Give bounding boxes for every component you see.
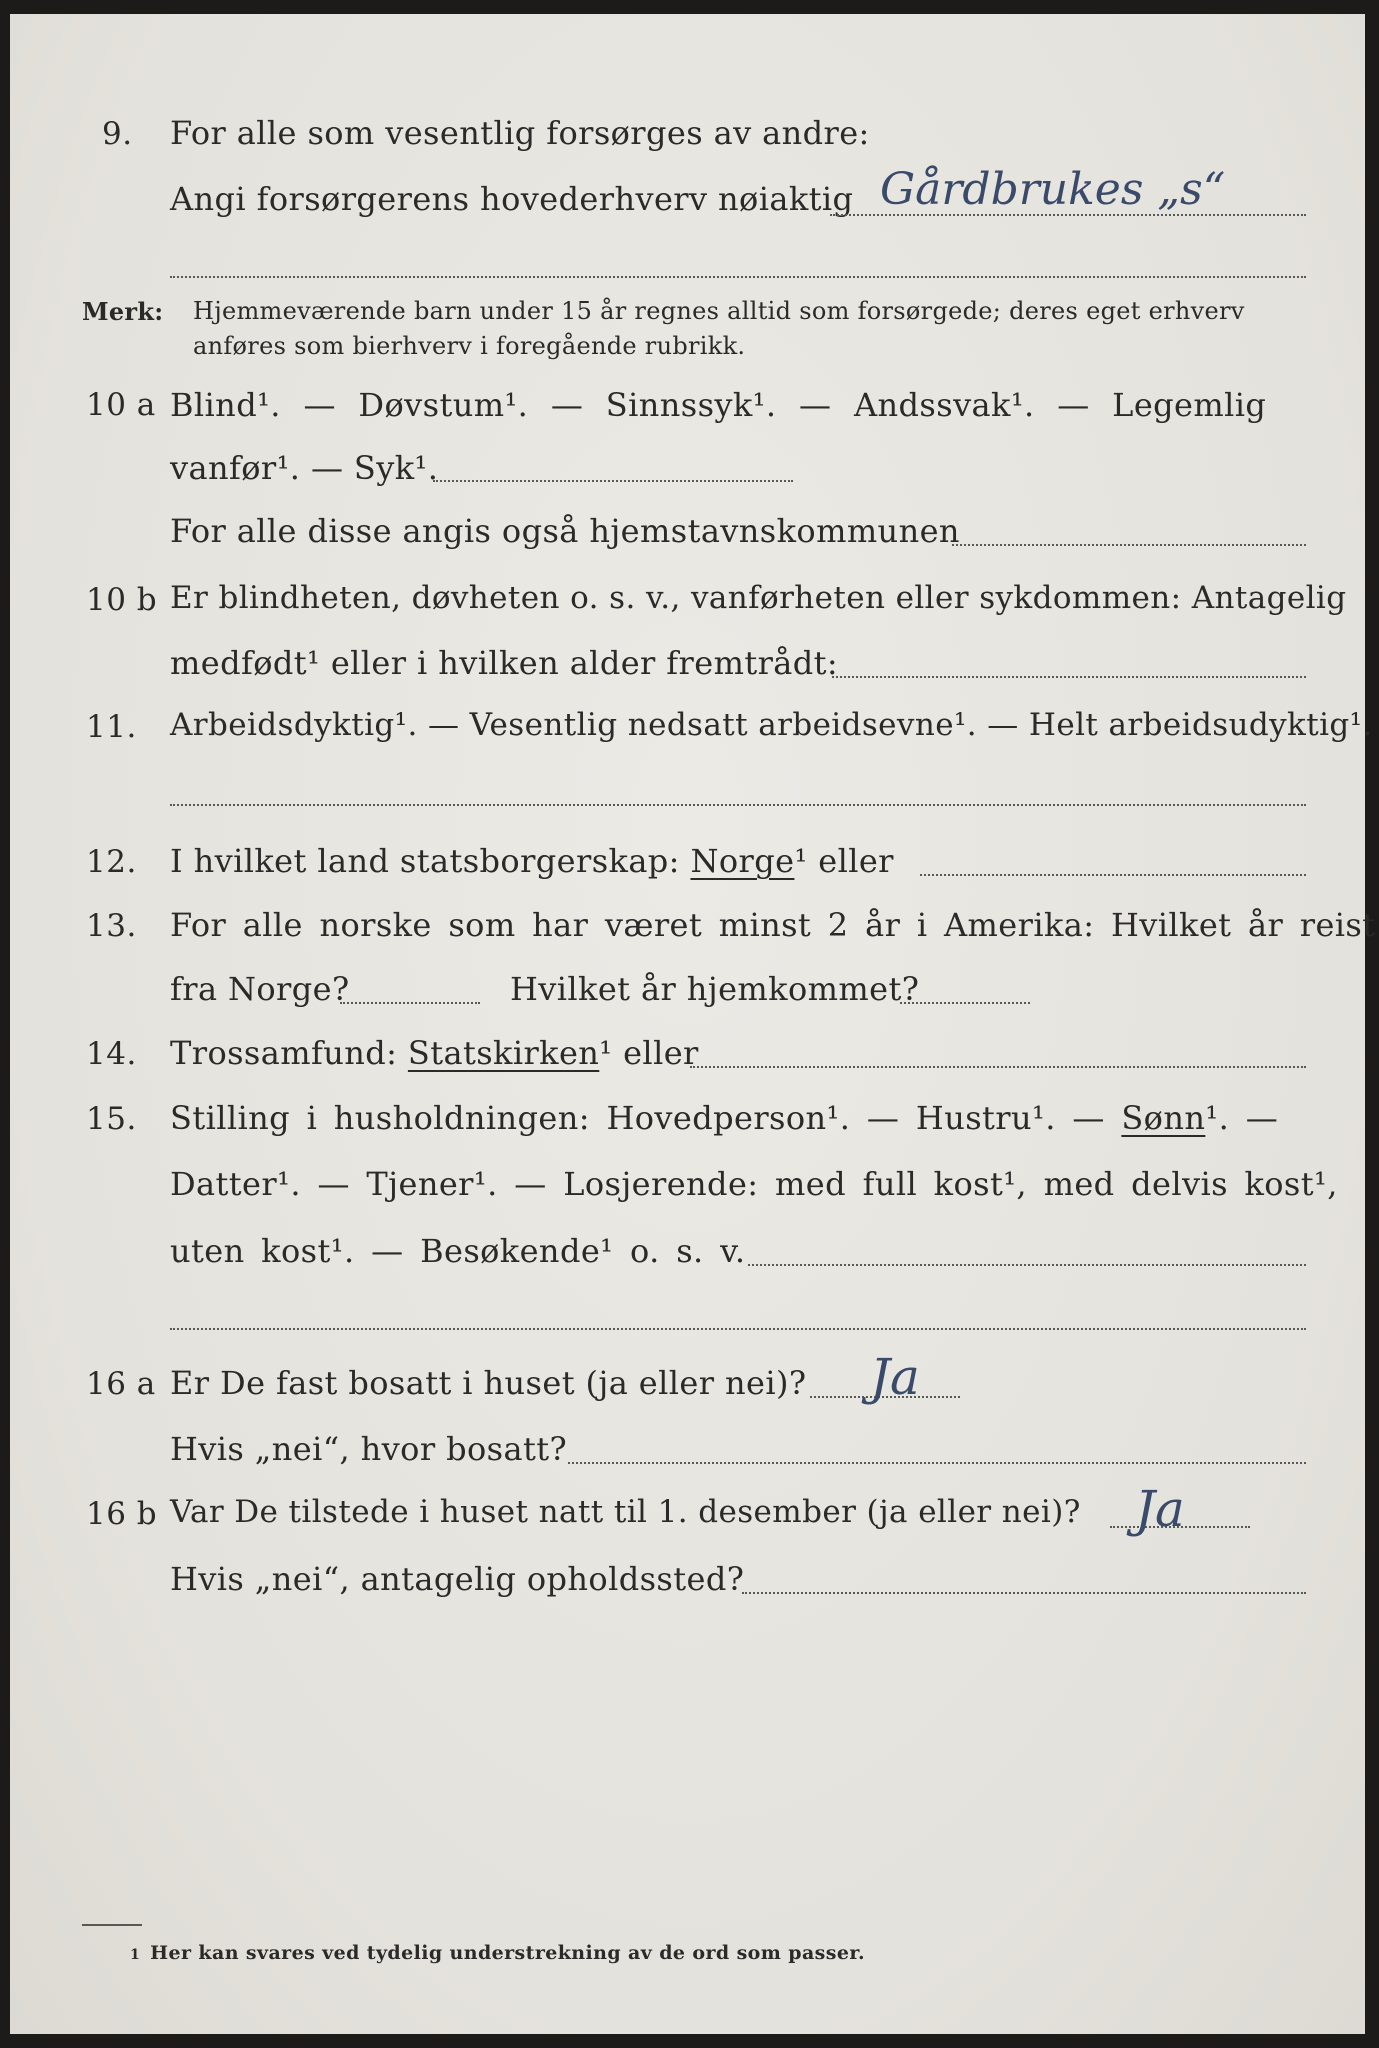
q14-prefix: Trossamfund: [170,1034,398,1072]
footnote-rule [82,1924,142,1926]
q12-underlined-norge: Norge [690,842,795,880]
q14-other-field[interactable] [690,1066,1306,1068]
q16b-line1: Var De tilstede i huset natt til 1. desember (ja eller nei)? [170,1494,1081,1530]
q16a-number: 16 a [86,1366,156,1402]
q13-line1: For alle norske som har været minst 2 år i Amerika: Hvilket år reist [170,906,1376,944]
q16b-number: 16 b [86,1496,158,1532]
q15-line1 [170,1099,1278,1137]
q11-number: 11. [86,709,137,745]
q14-suffix: ¹ eller [599,1034,699,1072]
q16a-bosatt-field[interactable] [568,1462,1306,1464]
q12-line [170,842,894,880]
q10a-line2: vanfør¹. — Syk¹. [170,449,439,487]
q15-number: 15. [86,1101,137,1137]
q12-prefix: I hvilket land statsborgerskap: [170,842,680,880]
q10a-number: 10 a [86,387,156,423]
q15-other-field[interactable] [748,1264,1306,1266]
merk-line1: Hjemmeværende barn under 15 år regnes alltid som forsørgede; deres eget erhverv [193,297,1245,325]
q10b-line1: Er blindheten, døvheten o. s. v., vanførheten eller sykdommen: Antagelig [170,580,1347,616]
q10a-line3: For alle disse angis også hjemstavnskommunen [170,512,960,550]
q16b-handwritten-answer: Ja [1135,1480,1185,1538]
q9-handwritten-answer: Gårdbrukes „s“ [880,164,1226,215]
q15-line2: Datter¹. — Tjener¹. — Losjerende: med full kost¹, med delvis kost¹, [170,1165,1338,1203]
q13-hjemkommet-field[interactable] [900,1002,1030,1004]
merk-line2: anføres som bierhverv i foregående rubrikk. [193,332,746,360]
q9-number: 9. [102,116,133,152]
merk-label: Merk: [82,297,164,326]
footnote-mark: 1 [130,1947,141,1963]
census-form-page [10,14,1376,2034]
q16a-line2: Hvis „nei“, hvor bosatt? [170,1430,568,1468]
q15-underlined-sonn: Sønn [1121,1099,1206,1137]
q10b-number: 10 b [86,582,158,618]
q10b-line2: medfødt¹ eller i hvilken alder fremtrådt: [170,644,839,682]
q10a-syk-field[interactable] [433,480,793,482]
q12-other-field[interactable] [920,874,1306,876]
q11-extra-field[interactable] [170,804,1306,806]
q10a-line1: Blind¹. — Døvstum¹. — Sinnssyk¹. — Andssvak¹. — Legemlig [170,386,1267,424]
q10a-kommune-field[interactable] [952,544,1306,546]
q13-number: 13. [86,908,137,944]
q13-line2a: fra Norge? [170,970,350,1008]
q10b-alder-field[interactable] [832,676,1306,678]
q9-extra-field[interactable] [170,276,1306,278]
footnote [130,1942,865,1964]
q15-line1-prefix: Stilling i husholdningen: Hovedperson¹. — Hustru¹. — [170,1099,1105,1137]
q11-line1: Arbeidsdyktig¹. — Vesentlig nedsatt arbeidsevne¹. — Helt arbeidsudyktig¹. [170,707,1373,743]
q12-suffix: ¹ eller [794,842,894,880]
q15-line1-suffix: ¹. — [1205,1099,1279,1137]
q15-line3: uten kost¹. — Besøkende¹ o. s. v. [170,1232,746,1270]
q14-line [170,1034,699,1072]
q13-reist-field[interactable] [340,1002,480,1004]
q16b-line2: Hvis „nei“, antagelig opholdssted? [170,1560,745,1598]
q12-number: 12. [86,844,137,880]
q16a-line1: Er De fast bosatt i huset (ja eller nei)? [170,1364,807,1402]
footnote-text: Her kan svares ved tydelig understrekning av de ord som passer. [150,1942,866,1964]
q16b-opholdssted-field[interactable] [742,1592,1306,1594]
q9-line1: For alle som vesentlig forsørges av andre: [170,114,870,152]
q15-extra-field[interactable] [170,1328,1306,1330]
q16a-handwritten-answer: Ja [870,1348,920,1406]
q14-underlined-statskirken: Statskirken [407,1034,600,1072]
q9-line2: Angi forsørgerens hovederhverv nøiaktig [170,180,854,218]
q14-number: 14. [86,1036,137,1072]
q13-line2b: Hvilket år hjemkommet? [510,970,920,1008]
